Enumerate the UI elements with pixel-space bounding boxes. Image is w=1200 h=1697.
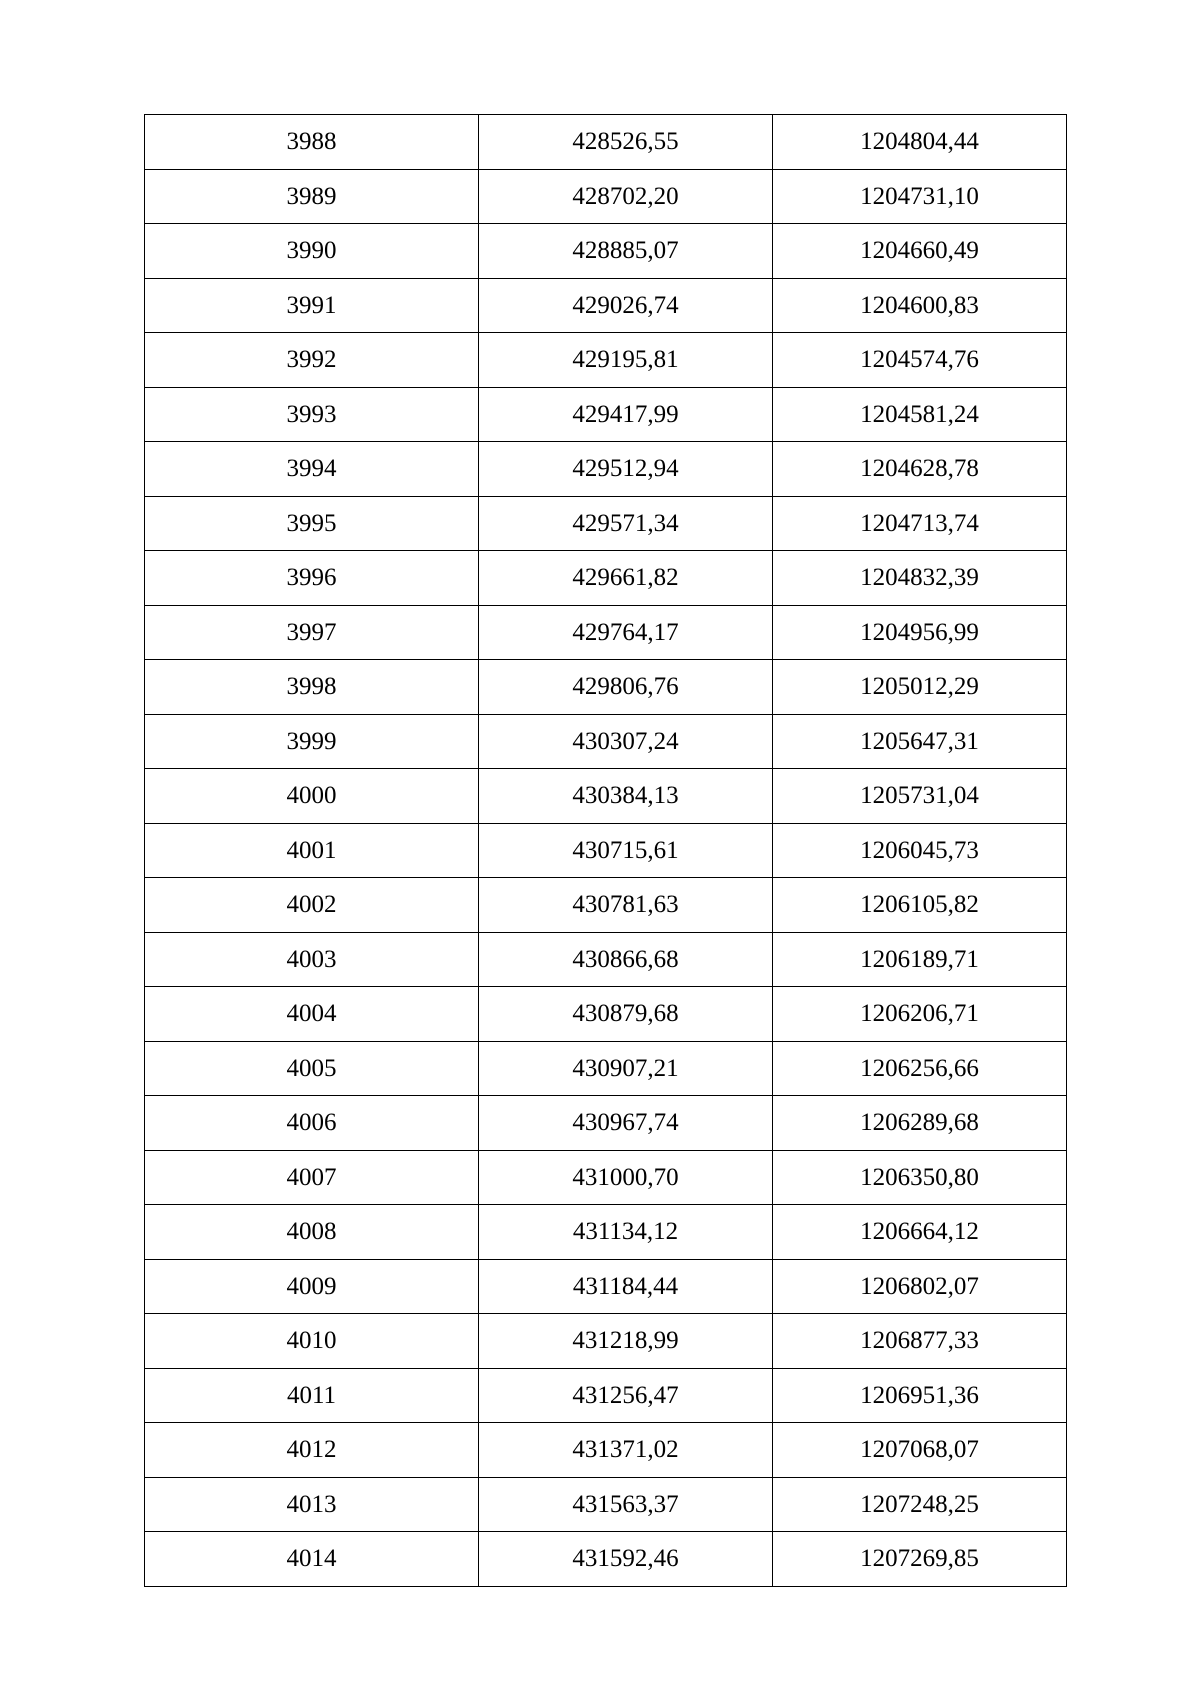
x-coordinate-cell: 429571,34 bbox=[479, 496, 773, 551]
point-number-cell: 4006 bbox=[145, 1096, 479, 1151]
point-number-cell: 4005 bbox=[145, 1041, 479, 1096]
table-row bbox=[145, 442, 1067, 497]
table-row bbox=[145, 987, 1067, 1042]
table-row bbox=[145, 605, 1067, 660]
x-coordinate-cell: 431256,47 bbox=[479, 1368, 773, 1423]
x-coordinate-cell: 429661,82 bbox=[479, 551, 773, 606]
point-number-cell: 3991 bbox=[145, 278, 479, 333]
point-number-cell: 4002 bbox=[145, 878, 479, 933]
y-coordinate-cell: 1206289,68 bbox=[773, 1096, 1067, 1151]
table-row bbox=[145, 1041, 1067, 1096]
y-coordinate-cell: 1206802,07 bbox=[773, 1259, 1067, 1314]
point-number-cell: 4001 bbox=[145, 823, 479, 878]
point-number-cell: 4010 bbox=[145, 1314, 479, 1369]
point-number-cell: 4007 bbox=[145, 1150, 479, 1205]
point-number-cell: 4003 bbox=[145, 932, 479, 987]
x-coordinate-cell: 431371,02 bbox=[479, 1423, 773, 1478]
y-coordinate-cell: 1206045,73 bbox=[773, 823, 1067, 878]
point-number-cell: 4012 bbox=[145, 1423, 479, 1478]
x-coordinate-cell: 429195,81 bbox=[479, 333, 773, 388]
table-row bbox=[145, 1096, 1067, 1151]
y-coordinate-cell: 1207068,07 bbox=[773, 1423, 1067, 1478]
point-number-cell: 4011 bbox=[145, 1368, 479, 1423]
y-coordinate-cell: 1204574,76 bbox=[773, 333, 1067, 388]
coordinates-table-body bbox=[145, 115, 1067, 1587]
point-number-cell: 3995 bbox=[145, 496, 479, 551]
point-number-cell: 3989 bbox=[145, 169, 479, 224]
y-coordinate-cell: 1204628,78 bbox=[773, 442, 1067, 497]
point-number-cell: 3990 bbox=[145, 224, 479, 279]
y-coordinate-cell: 1205731,04 bbox=[773, 769, 1067, 824]
point-number-cell: 3996 bbox=[145, 551, 479, 606]
y-coordinate-cell: 1205012,29 bbox=[773, 660, 1067, 715]
y-coordinate-cell: 1204804,44 bbox=[773, 115, 1067, 170]
y-coordinate-cell: 1206664,12 bbox=[773, 1205, 1067, 1260]
point-number-cell: 3997 bbox=[145, 605, 479, 660]
x-coordinate-cell: 429764,17 bbox=[479, 605, 773, 660]
table-row bbox=[145, 660, 1067, 715]
table-row bbox=[145, 1259, 1067, 1314]
y-coordinate-cell: 1204713,74 bbox=[773, 496, 1067, 551]
point-number-cell: 3999 bbox=[145, 714, 479, 769]
table-row bbox=[145, 823, 1067, 878]
table-row bbox=[145, 1205, 1067, 1260]
table-row bbox=[145, 169, 1067, 224]
point-number-cell: 3994 bbox=[145, 442, 479, 497]
x-coordinate-cell: 428702,20 bbox=[479, 169, 773, 224]
x-coordinate-cell: 430907,21 bbox=[479, 1041, 773, 1096]
coordinates-table bbox=[144, 114, 1067, 1587]
y-coordinate-cell: 1204956,99 bbox=[773, 605, 1067, 660]
y-coordinate-cell: 1206206,71 bbox=[773, 987, 1067, 1042]
y-coordinate-cell: 1204600,83 bbox=[773, 278, 1067, 333]
table-row bbox=[145, 496, 1067, 551]
table-row bbox=[145, 333, 1067, 388]
y-coordinate-cell: 1207248,25 bbox=[773, 1477, 1067, 1532]
table-row bbox=[145, 769, 1067, 824]
x-coordinate-cell: 430781,63 bbox=[479, 878, 773, 933]
x-coordinate-cell: 430384,13 bbox=[479, 769, 773, 824]
table-row bbox=[145, 878, 1067, 933]
x-coordinate-cell: 429806,76 bbox=[479, 660, 773, 715]
x-coordinate-cell: 431184,44 bbox=[479, 1259, 773, 1314]
x-coordinate-cell: 428885,07 bbox=[479, 224, 773, 279]
table-row bbox=[145, 1314, 1067, 1369]
y-coordinate-cell: 1206951,36 bbox=[773, 1368, 1067, 1423]
y-coordinate-cell: 1204832,39 bbox=[773, 551, 1067, 606]
point-number-cell: 4013 bbox=[145, 1477, 479, 1532]
table-row bbox=[145, 387, 1067, 442]
y-coordinate-cell: 1206105,82 bbox=[773, 878, 1067, 933]
y-coordinate-cell: 1204660,49 bbox=[773, 224, 1067, 279]
x-coordinate-cell: 430715,61 bbox=[479, 823, 773, 878]
point-number-cell: 4009 bbox=[145, 1259, 479, 1314]
point-number-cell: 3993 bbox=[145, 387, 479, 442]
table-row bbox=[145, 714, 1067, 769]
y-coordinate-cell: 1207269,85 bbox=[773, 1532, 1067, 1587]
table-row bbox=[145, 1150, 1067, 1205]
y-coordinate-cell: 1204731,10 bbox=[773, 169, 1067, 224]
y-coordinate-cell: 1206189,71 bbox=[773, 932, 1067, 987]
x-coordinate-cell: 429026,74 bbox=[479, 278, 773, 333]
y-coordinate-cell: 1204581,24 bbox=[773, 387, 1067, 442]
x-coordinate-cell: 430866,68 bbox=[479, 932, 773, 987]
x-coordinate-cell: 431563,37 bbox=[479, 1477, 773, 1532]
table-row bbox=[145, 224, 1067, 279]
table-row bbox=[145, 551, 1067, 606]
y-coordinate-cell: 1206877,33 bbox=[773, 1314, 1067, 1369]
x-coordinate-cell: 430307,24 bbox=[479, 714, 773, 769]
x-coordinate-cell: 430879,68 bbox=[479, 987, 773, 1042]
table-row bbox=[145, 932, 1067, 987]
table-row bbox=[145, 1532, 1067, 1587]
point-number-cell: 3998 bbox=[145, 660, 479, 715]
point-number-cell: 4004 bbox=[145, 987, 479, 1042]
point-number-cell: 4000 bbox=[145, 769, 479, 824]
point-number-cell: 3992 bbox=[145, 333, 479, 388]
table-row bbox=[145, 115, 1067, 170]
table-row bbox=[145, 278, 1067, 333]
x-coordinate-cell: 431592,46 bbox=[479, 1532, 773, 1587]
point-number-cell: 4014 bbox=[145, 1532, 479, 1587]
table-row bbox=[145, 1368, 1067, 1423]
x-coordinate-cell: 431134,12 bbox=[479, 1205, 773, 1260]
table-row bbox=[145, 1477, 1067, 1532]
x-coordinate-cell: 429417,99 bbox=[479, 387, 773, 442]
x-coordinate-cell: 430967,74 bbox=[479, 1096, 773, 1151]
x-coordinate-cell: 428526,55 bbox=[479, 115, 773, 170]
x-coordinate-cell: 429512,94 bbox=[479, 442, 773, 497]
y-coordinate-cell: 1206256,66 bbox=[773, 1041, 1067, 1096]
table-row bbox=[145, 1423, 1067, 1478]
y-coordinate-cell: 1205647,31 bbox=[773, 714, 1067, 769]
x-coordinate-cell: 431218,99 bbox=[479, 1314, 773, 1369]
point-number-cell: 3988 bbox=[145, 115, 479, 170]
x-coordinate-cell: 431000,70 bbox=[479, 1150, 773, 1205]
point-number-cell: 4008 bbox=[145, 1205, 479, 1260]
y-coordinate-cell: 1206350,80 bbox=[773, 1150, 1067, 1205]
